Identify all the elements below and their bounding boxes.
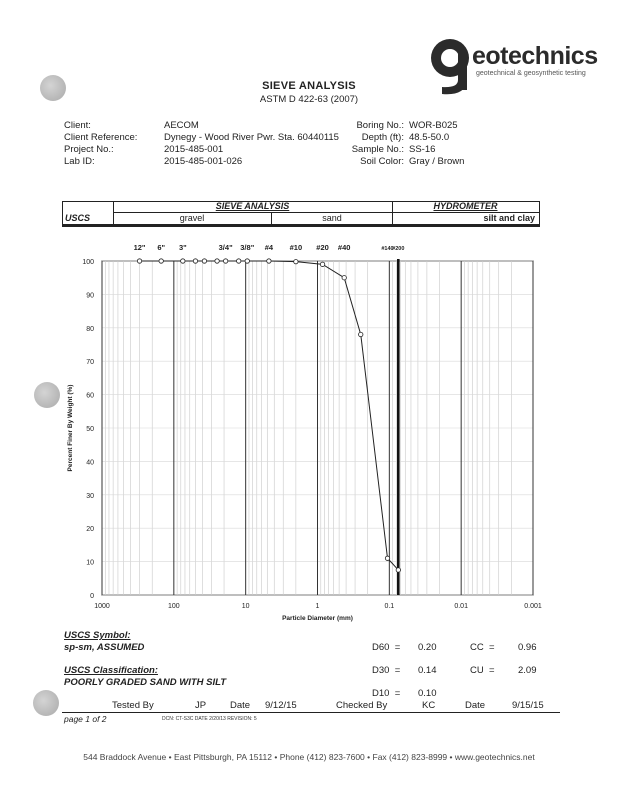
x-tick-label: 10	[241, 603, 250, 610]
project-no-label: Project No.:	[64, 144, 114, 155]
lab-id-label: Lab ID:	[64, 156, 95, 167]
tested-date-value: 9/12/15	[265, 700, 297, 711]
uscs-symbol-label: USCS Symbol:	[64, 630, 131, 641]
x-axis-title: Particle Diameter (mm)	[282, 615, 353, 622]
y-tick-label: 10	[86, 559, 94, 567]
report-standard: ASTM D 422-63 (2007)	[259, 94, 359, 105]
uscs-symbol-value: sp-sm, ASSUMED	[64, 642, 145, 653]
d30-value: 0.14	[418, 665, 437, 676]
data-point	[245, 259, 249, 263]
tested-by-value: JP	[195, 700, 207, 711]
checked-date-value: 9/15/15	[512, 700, 544, 711]
footer-phone: Phone (412) 823-7600	[279, 752, 365, 762]
y-tick-label: 70	[86, 359, 94, 367]
uscs-label: USCS	[65, 213, 91, 223]
y-tick-label: 100	[82, 259, 94, 266]
cc-label: CC =	[470, 642, 495, 653]
footer-address: 544 Braddock Avenue	[83, 752, 167, 762]
x-tick-label: 100	[167, 603, 180, 610]
checked-by-value: KC	[422, 700, 436, 711]
checked-by-label: Checked By	[336, 700, 388, 711]
d30-label: D30 =	[372, 665, 401, 676]
data-point	[181, 259, 185, 263]
sieve-label: 6"	[157, 243, 166, 252]
x-tick-label: 1000	[94, 603, 110, 610]
sieve-label: #4	[264, 243, 274, 252]
cc-value: 0.96	[518, 642, 537, 653]
data-point	[137, 259, 141, 263]
tested-date-label: Date	[230, 700, 251, 711]
footer-website[interactable]: www.geotechnics.net	[454, 752, 535, 762]
footer-fax: Fax (412) 823-8999	[372, 752, 448, 762]
sample-no-value: SS-16	[409, 144, 436, 155]
soil-color-value: Gray / Brown	[409, 156, 465, 167]
data-point	[294, 259, 298, 263]
cu-value: 2.09	[518, 665, 537, 676]
depth-value: 48.5-50.0	[409, 132, 450, 143]
data-point	[159, 259, 163, 263]
cu-label: CU =	[470, 665, 495, 676]
tested-by-label: Tested By	[112, 700, 154, 711]
x-tick-label: 0.1	[384, 603, 395, 610]
d10-value: 0.10	[418, 688, 437, 699]
project-no-value: 2015-485-001	[164, 144, 224, 155]
data-point	[396, 568, 400, 572]
boring-no-label: Boring No.:	[356, 120, 404, 131]
sieve-label: #20	[316, 243, 329, 252]
client-value: AECOM	[164, 120, 199, 131]
hydrometer-header: HYDROMETER	[433, 201, 498, 211]
d60-value: 0.20	[418, 642, 437, 653]
d60-label: D60 =	[372, 642, 401, 653]
report-title: SIEVE ANALYSIS	[262, 80, 356, 92]
sample-no-label: Sample No.:	[351, 144, 404, 155]
logo-wordmark: eotechnics	[472, 42, 598, 70]
footer-contact: 544 Braddock Avenue • East Pittsburgh, PA 15112 • Phone (412) 823-7600 • Fax (412) 823-8999 • www.geotechnics.net	[83, 752, 535, 762]
gradation-chart	[0, 236, 618, 636]
sieve-label: 12"	[133, 243, 146, 252]
depth-label: Depth (ft):	[361, 132, 404, 143]
data-point	[193, 259, 197, 263]
y-tick-label: 80	[86, 325, 94, 333]
boring-no-value: WOR-B025	[409, 120, 458, 131]
lab-id-value: 2015-485-001-026	[164, 156, 243, 167]
y-tick-label: 60	[86, 392, 94, 400]
y-tick-label: 20	[86, 526, 94, 534]
binder-hole-bottom	[33, 690, 59, 716]
uscs-classification-label: USCS Classification:	[64, 665, 158, 676]
data-point	[320, 262, 324, 266]
silt-clay-label: silt and clay	[483, 213, 535, 223]
uscs-classification-value: POORLY GRADED SAND WITH SILT	[64, 677, 227, 688]
logo-tagline: geotechnical & geosynthetic testing	[476, 70, 586, 77]
sieve-label: #40	[337, 243, 351, 252]
sieve-label: 3/8"	[240, 243, 255, 252]
sieve-label: 3/4"	[218, 243, 233, 252]
page-number: page 1 of 2	[64, 714, 107, 724]
sieve-label: #140	[381, 246, 394, 252]
document-code: DCN: CT-S3C DATE 2/20/13 REVISION: 5	[162, 716, 257, 722]
sand-label: sand	[322, 213, 342, 223]
x-tick-label: 0.001	[524, 603, 542, 610]
y-tick-label: 40	[86, 459, 94, 467]
y-tick-label: 90	[86, 292, 94, 300]
checked-date-label: Date	[465, 700, 486, 711]
x-tick-label: 1	[315, 603, 320, 610]
client-reference-label: Client Reference:	[64, 132, 138, 143]
data-point	[223, 259, 227, 263]
y-tick-label: 30	[86, 492, 94, 500]
data-point	[342, 276, 346, 280]
client-label: Client:	[64, 120, 91, 131]
d10-label: D10 =	[372, 688, 401, 699]
sieve-analysis-header: SIEVE ANALYSIS	[215, 201, 290, 211]
data-point	[267, 259, 271, 263]
sieve-label: #200	[392, 246, 405, 252]
y-tick-label: 0	[90, 593, 94, 600]
gravel-label: gravel	[179, 213, 205, 223]
y-axis-title: Percent Finer By Weight (%)	[67, 384, 74, 472]
data-point	[385, 556, 389, 560]
data-point	[215, 259, 219, 263]
sieve-label: #10	[289, 243, 303, 252]
y-tick-label: 50	[86, 426, 94, 433]
data-point	[202, 259, 206, 263]
client-reference-value: Dynegy - Wood River Pwr. Sta. 60440115	[164, 132, 339, 143]
data-point	[237, 259, 241, 263]
data-point	[359, 332, 363, 336]
x-tick-label: 0.01	[454, 603, 468, 610]
soil-color-label: Soil Color:	[360, 156, 404, 167]
footer-city: East Pittsburgh, PA 15112	[174, 752, 272, 762]
signoff-rule	[62, 712, 560, 713]
sieve-label: 3"	[178, 243, 187, 252]
